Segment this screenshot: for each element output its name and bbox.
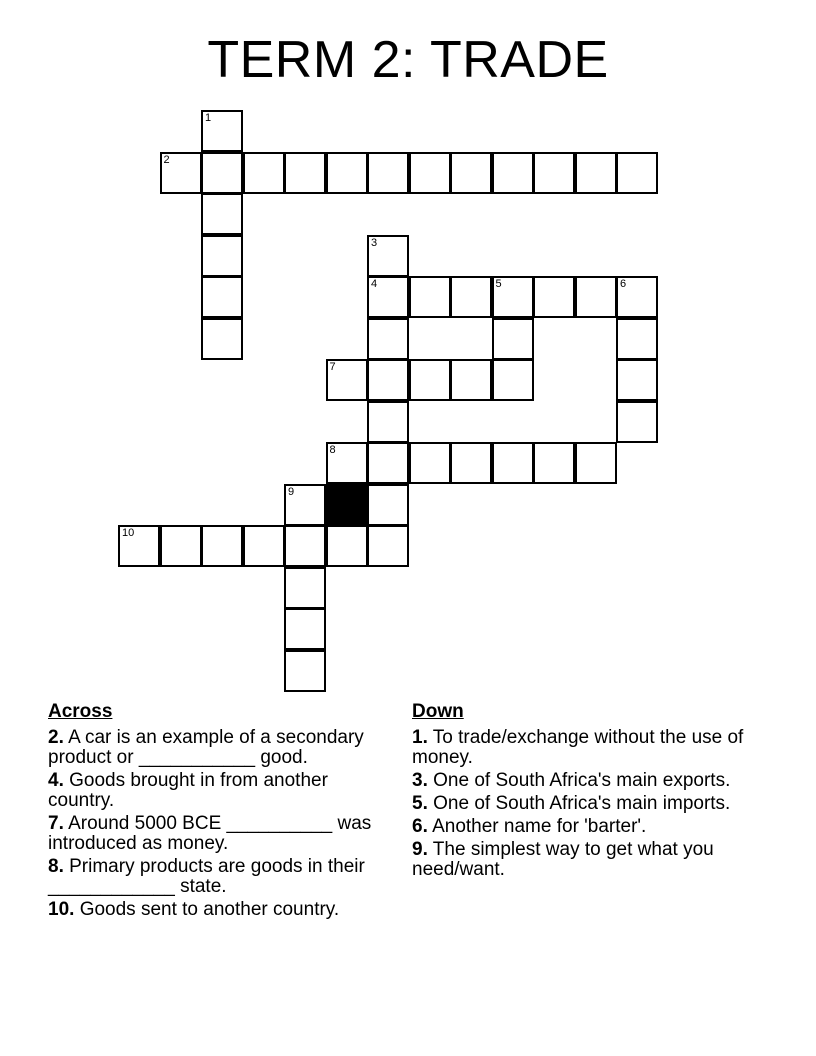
grid-cell[interactable] xyxy=(367,276,409,318)
grid-cell[interactable] xyxy=(201,525,243,567)
grid-cell[interactable] xyxy=(367,525,409,567)
grid-cell[interactable] xyxy=(575,276,617,318)
grid-cell[interactable] xyxy=(450,442,492,484)
grid-cell[interactable] xyxy=(492,442,534,484)
grid-cell[interactable] xyxy=(409,359,451,401)
across-clues xyxy=(48,700,388,923)
grid-cell[interactable] xyxy=(409,276,451,318)
cell-number: 6 xyxy=(620,278,627,290)
grid-cell[interactable] xyxy=(367,235,409,277)
grid-cell[interactable] xyxy=(118,525,160,567)
grid-cell[interactable] xyxy=(284,608,326,650)
clue-number: 9. xyxy=(412,839,428,860)
clue-text: One of South Africa's main imports. xyxy=(427,793,731,814)
grid-cell[interactable] xyxy=(326,442,368,484)
grid-cell[interactable] xyxy=(533,276,575,318)
down-heading: Down xyxy=(412,701,464,722)
grid-cell[interactable] xyxy=(409,442,451,484)
grid-cell[interactable] xyxy=(284,525,326,567)
clue-number: 1. xyxy=(412,727,428,748)
down-clue xyxy=(412,794,757,814)
clue-text: Primary products are goods in their ____________ state. xyxy=(48,856,365,897)
grid-cell[interactable] xyxy=(160,525,202,567)
grid-cell[interactable] xyxy=(450,359,492,401)
clue-text: Goods sent to another country. xyxy=(74,899,340,920)
cell-number: 4 xyxy=(371,278,378,290)
grid-cell[interactable] xyxy=(616,318,658,360)
grid-cell[interactable] xyxy=(492,318,534,360)
grid-cell[interactable] xyxy=(201,193,243,235)
grid-cell[interactable] xyxy=(367,442,409,484)
across-heading: Across xyxy=(48,701,113,722)
grid-cell[interactable] xyxy=(201,235,243,277)
grid-cell[interactable] xyxy=(409,152,451,194)
grid-cell[interactable] xyxy=(284,650,326,692)
cell-number: 5 xyxy=(495,278,502,290)
grid-cell[interactable] xyxy=(450,276,492,318)
grid-cell[interactable] xyxy=(616,276,658,318)
across-clue xyxy=(48,900,388,920)
grid-cell[interactable] xyxy=(326,152,368,194)
clue-text: One of South Africa's main exports. xyxy=(427,770,731,791)
clue-number: 6. xyxy=(412,816,428,837)
grid-cell[interactable] xyxy=(201,276,243,318)
grid-cell[interactable] xyxy=(284,484,326,526)
clue-text: A car is an example of a secondary product or ___________ good. xyxy=(48,727,364,768)
clue-number: 2. xyxy=(48,727,64,748)
cell-number: 2 xyxy=(163,153,170,166)
grid-cell[interactable] xyxy=(533,442,575,484)
cell-number: 3 xyxy=(371,236,378,249)
down-clue xyxy=(412,840,757,880)
grid-cell[interactable] xyxy=(367,152,409,194)
grid-cell[interactable] xyxy=(326,359,368,401)
grid-cell[interactable] xyxy=(616,152,658,194)
grid-cell[interactable] xyxy=(201,110,243,152)
blocked-cell xyxy=(326,484,368,526)
cell-number: 7 xyxy=(329,361,336,373)
cell-number: 8 xyxy=(329,444,336,456)
grid-cell[interactable] xyxy=(243,152,285,194)
down-clue xyxy=(412,771,757,791)
grid-cell[interactable] xyxy=(243,525,285,567)
clue-text: Goods brought in from another country. xyxy=(48,770,328,811)
cell-number: 10 xyxy=(122,527,135,539)
grid-cell[interactable] xyxy=(616,359,658,401)
clue-number: 3. xyxy=(412,770,428,791)
grid-cell[interactable] xyxy=(367,401,409,443)
across-clue xyxy=(48,857,388,897)
grid-cell[interactable] xyxy=(575,152,617,194)
grid-cell[interactable] xyxy=(616,401,658,443)
grid-cell[interactable] xyxy=(450,152,492,194)
cell-number: 9 xyxy=(288,485,295,498)
across-clue xyxy=(48,814,388,854)
grid-cell[interactable] xyxy=(326,525,368,567)
down-clue xyxy=(412,728,757,768)
clue-number: 4. xyxy=(48,770,64,791)
clue-number: 5. xyxy=(412,793,428,814)
clue-text: To trade/exchange without the use of money. xyxy=(412,727,744,768)
puzzle-title: TERM 2: TRADE xyxy=(207,31,609,89)
clue-text: Another name for 'barter'. xyxy=(427,816,647,837)
clue-number: 8. xyxy=(48,856,64,877)
grid-cell[interactable] xyxy=(492,359,534,401)
cell-number: 1 xyxy=(205,112,212,124)
grid-cell[interactable] xyxy=(367,484,409,526)
clue-number: 7. xyxy=(48,813,64,834)
grid-cell[interactable] xyxy=(284,567,326,609)
clue-number: 10. xyxy=(48,899,75,920)
across-clue xyxy=(48,728,388,768)
grid-cell[interactable] xyxy=(201,318,243,360)
grid-cell[interactable] xyxy=(367,318,409,360)
grid-cell[interactable] xyxy=(492,276,534,318)
across-clue xyxy=(48,771,388,811)
down-clue xyxy=(412,817,757,837)
grid-cell[interactable] xyxy=(492,152,534,194)
grid-cell[interactable] xyxy=(575,442,617,484)
clue-text: Around 5000 BCE __________ was introduced as money. xyxy=(48,813,372,854)
down-clues xyxy=(412,700,757,883)
grid-cell[interactable] xyxy=(367,359,409,401)
grid-cell[interactable] xyxy=(160,152,202,194)
grid-cell[interactable] xyxy=(201,152,243,194)
grid-cell[interactable] xyxy=(284,152,326,194)
clue-text: The simplest way to get what you need/want. xyxy=(412,839,714,880)
grid-cell[interactable] xyxy=(533,152,575,194)
